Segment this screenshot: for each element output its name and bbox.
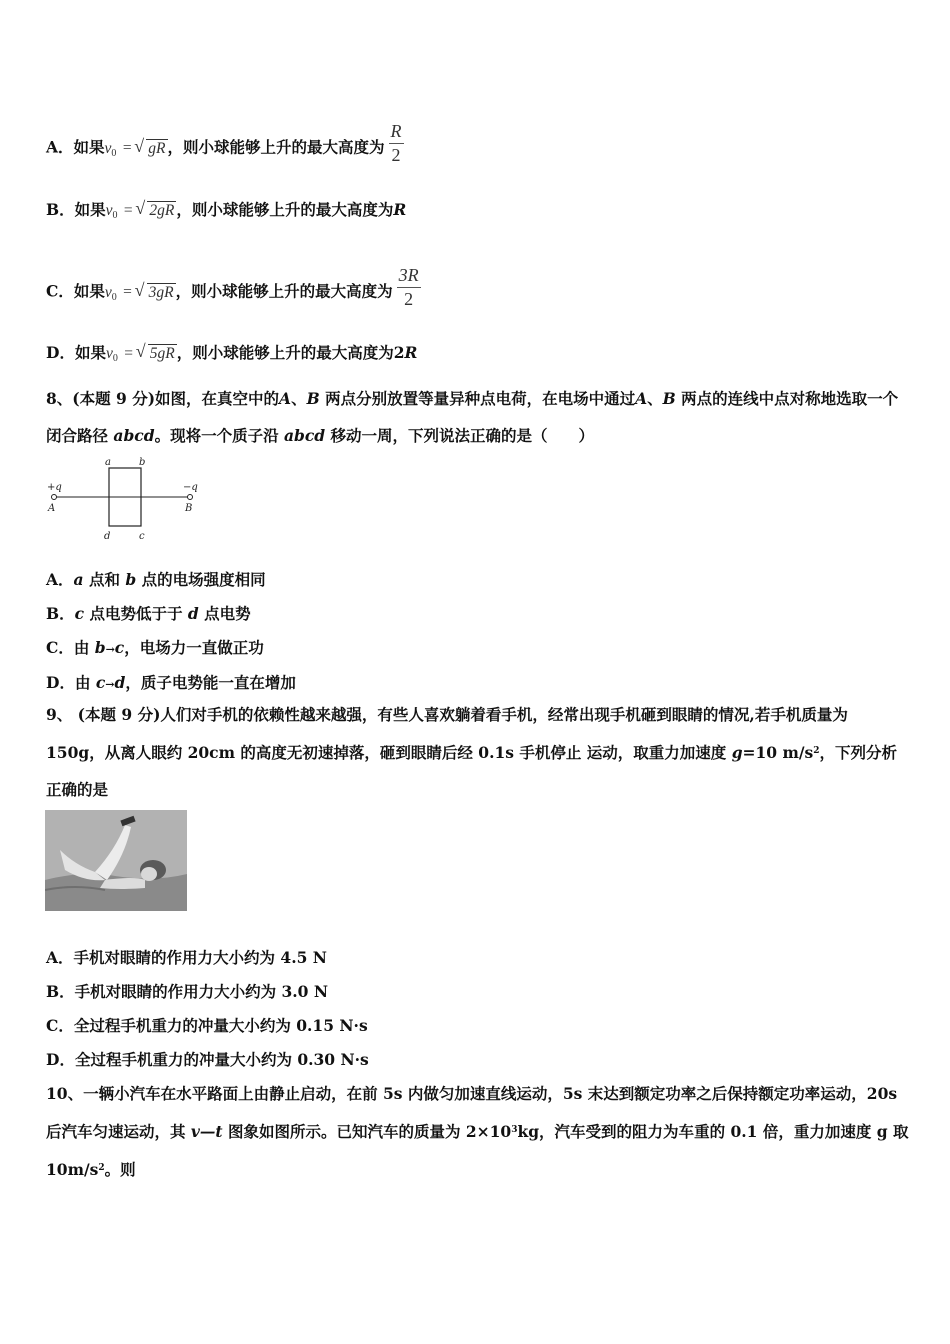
q9-option-b: B．手机对眼睛的作用力大小约为 3.0 N bbox=[46, 982, 329, 1001]
v0-symbol: $v_0$ bbox=[104, 139, 117, 159]
q9-option-d: D．全过程手机重力的冲量大小约为 0.30 N·s bbox=[46, 1050, 369, 1069]
q7-option-a: A．如果$v_0$ = √ gR ，则小球能够上升的最大高度为 $\frac{R}{2}$ bbox=[46, 121, 402, 165]
q9-stem: 9、 (本题 9 分)人们对手机的依赖性越来越强，有些人喜欢躺着看手机，经常出现手机砸到眼睛的情况,若手机质量为 150g，从离人眼约 20cm 的高度无初速掉落，砸到眼睛后经 0.1s 手机停止 运动，取重力加速度 g=10 $m/s^2$，下列分析正确的是 bbox=[46, 705, 898, 799]
q7-option-b: B．如果$v_0$ = √ 2gR ，则小球能够上升的最大高度为R bbox=[46, 198, 407, 221]
corner-b-label: b bbox=[139, 457, 146, 468]
point-b-label: B bbox=[185, 503, 193, 514]
q9-option-c: C．全过程手机重力的冲量大小约为 0.15 N·s bbox=[46, 1016, 368, 1035]
charge-diagram bbox=[44, 456, 214, 546]
sqrt-expression: √ 2gR bbox=[135, 198, 175, 219]
q8-option-b: B．c 点电势低于于 d 点电势 bbox=[46, 604, 251, 623]
charge-a-point bbox=[52, 495, 57, 500]
q10-stem: 10、一辆小汽车在水平路面上由静止启动，在前 5s 内做匀加速直线运动，5s 末达到额定功率之后保持额定功率运动，20s 后汽车匀速运动，其 v—t 图象如图所示。已知汽车的质量为 $2\times 10^3kg$，汽车受到的阻力为车重的 0.1 倍，重力加速度 g 取 $10m/s^2$。则 bbox=[46, 1084, 909, 1179]
fraction: $\frac{R}{2}$ bbox=[390, 121, 402, 165]
person-reading-phone-photo bbox=[45, 810, 187, 911]
minus-q-label: −q bbox=[183, 482, 198, 493]
sqrt-expression: √ 3gR bbox=[134, 279, 174, 301]
corner-c-label: c bbox=[139, 531, 145, 542]
point-a-label: A bbox=[48, 503, 56, 514]
fraction: $\frac{3R}{2}$ bbox=[398, 265, 419, 309]
q8-stem: 8、(本题 9 分)如图，在真空中的A、B 两点分别放置等量异种点电荷，在电场中通过A、B 两点的连线中点对称地选取一个闭合路径 abcd。现将一个质子沿 abcd 移动一周，下列说法正确的是（ ） bbox=[46, 389, 899, 445]
q8-option-a: A．a 点和 b 点的电场强度相同 bbox=[46, 570, 266, 589]
sqrt-expression: √ 5gR bbox=[135, 341, 175, 362]
q9-option-a: A．手机对眼睛的作用力大小约为 4.5 N bbox=[46, 948, 327, 967]
sqrt-expression: √ gR bbox=[134, 135, 166, 157]
plus-q-label: +q bbox=[47, 482, 62, 493]
corner-d-label: d bbox=[104, 531, 111, 542]
charge-b-point bbox=[188, 495, 193, 500]
q8-option-d: D．由 c→d，质子电势能一直在增加 bbox=[46, 673, 296, 692]
q7-option-c: C．如果$v_0$ = √ 3gR ，则小球能够上升的最大高度为 $\frac{3R}{2}$ bbox=[46, 265, 419, 309]
corner-a-label: a bbox=[105, 457, 111, 468]
q7-option-d: D．如果$v_0$ = √ 5gR ，则小球能够上升的最大高度为2R bbox=[46, 341, 418, 364]
q8-option-c: C．由 b→c，电场力一直做正功 bbox=[46, 638, 264, 657]
